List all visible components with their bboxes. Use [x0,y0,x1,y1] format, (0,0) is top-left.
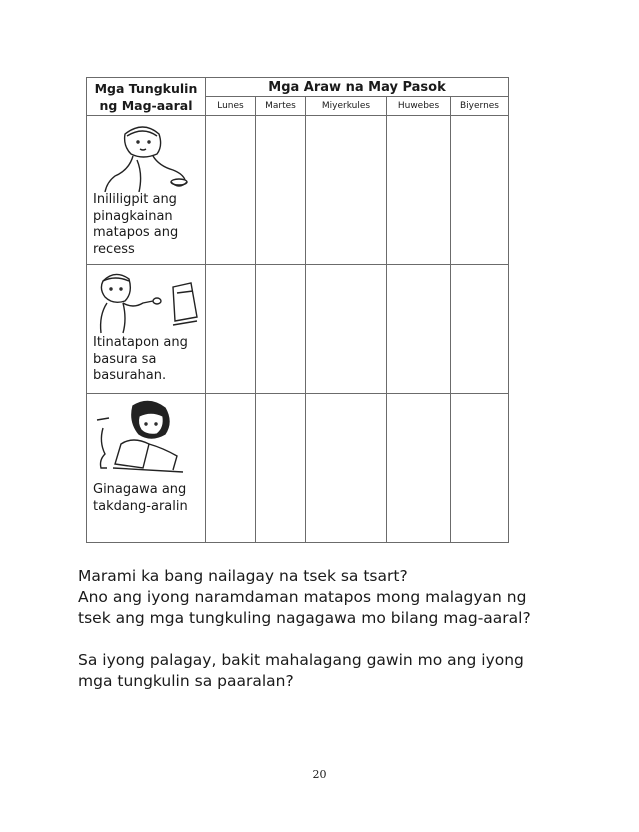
check-cell[interactable] [206,394,256,543]
question-2: Ano ang iyong naramdaman matapos mong malagyan ng tsek ang mga tungkuling nagagawa mo bilang mag-aaral? [78,588,531,627]
task-cell-throw-trash [87,265,206,394]
task-label-throw-trash: Itinatapon ang basura sa basurahan. [93,335,188,383]
reflection-questions [78,566,548,692]
check-cell[interactable] [451,265,509,394]
student-throwing-trash-drawing [93,269,203,335]
table-row [87,116,509,265]
check-cell[interactable] [387,394,451,543]
task-cell-clear-dishes [87,116,206,265]
check-cell[interactable] [451,116,509,265]
table-row [87,394,509,543]
task-label-clear-dishes: Inililigpit ang pinagkainan matapos ang recess [93,192,179,257]
check-cell[interactable] [256,116,306,265]
check-cell[interactable] [306,265,387,394]
question-3: Sa iyong palagay, bakit mahalagang gawin mo ang iyong mga tungkulin sa paaralan? [78,651,524,690]
check-cell[interactable] [256,265,306,394]
checklist-table [86,77,509,543]
check-cell[interactable] [387,116,451,265]
check-cell[interactable] [306,116,387,265]
day-header-thursday: Huwebes [387,97,451,116]
day-header-tuesday: Martes [256,97,306,116]
day-header-wednesday: Miyerkules [306,97,387,116]
check-cell[interactable] [306,394,387,543]
check-cell[interactable] [206,265,256,394]
task-label-homework: Ginagawa ang takdang-aralin [93,482,188,514]
task-cell-homework [87,394,206,543]
student-clearing-dishes-drawing [93,120,198,192]
table-row [87,265,509,394]
check-cell[interactable] [206,116,256,265]
student-doing-homework-drawing [93,398,199,482]
day-header-friday: Biyernes [451,97,509,116]
question-1: Marami ka bang nailagay na tsek sa tsart? [78,567,408,585]
check-cell[interactable] [451,394,509,543]
page-number: 20 [312,768,327,781]
day-header-monday: Lunes [206,97,256,116]
school-days-header: Mga Araw na May Pasok [206,78,509,97]
duties-column-header: Mga Tungkulin ng Mag-aaral [87,78,206,116]
check-cell[interactable] [387,265,451,394]
check-cell[interactable] [256,394,306,543]
